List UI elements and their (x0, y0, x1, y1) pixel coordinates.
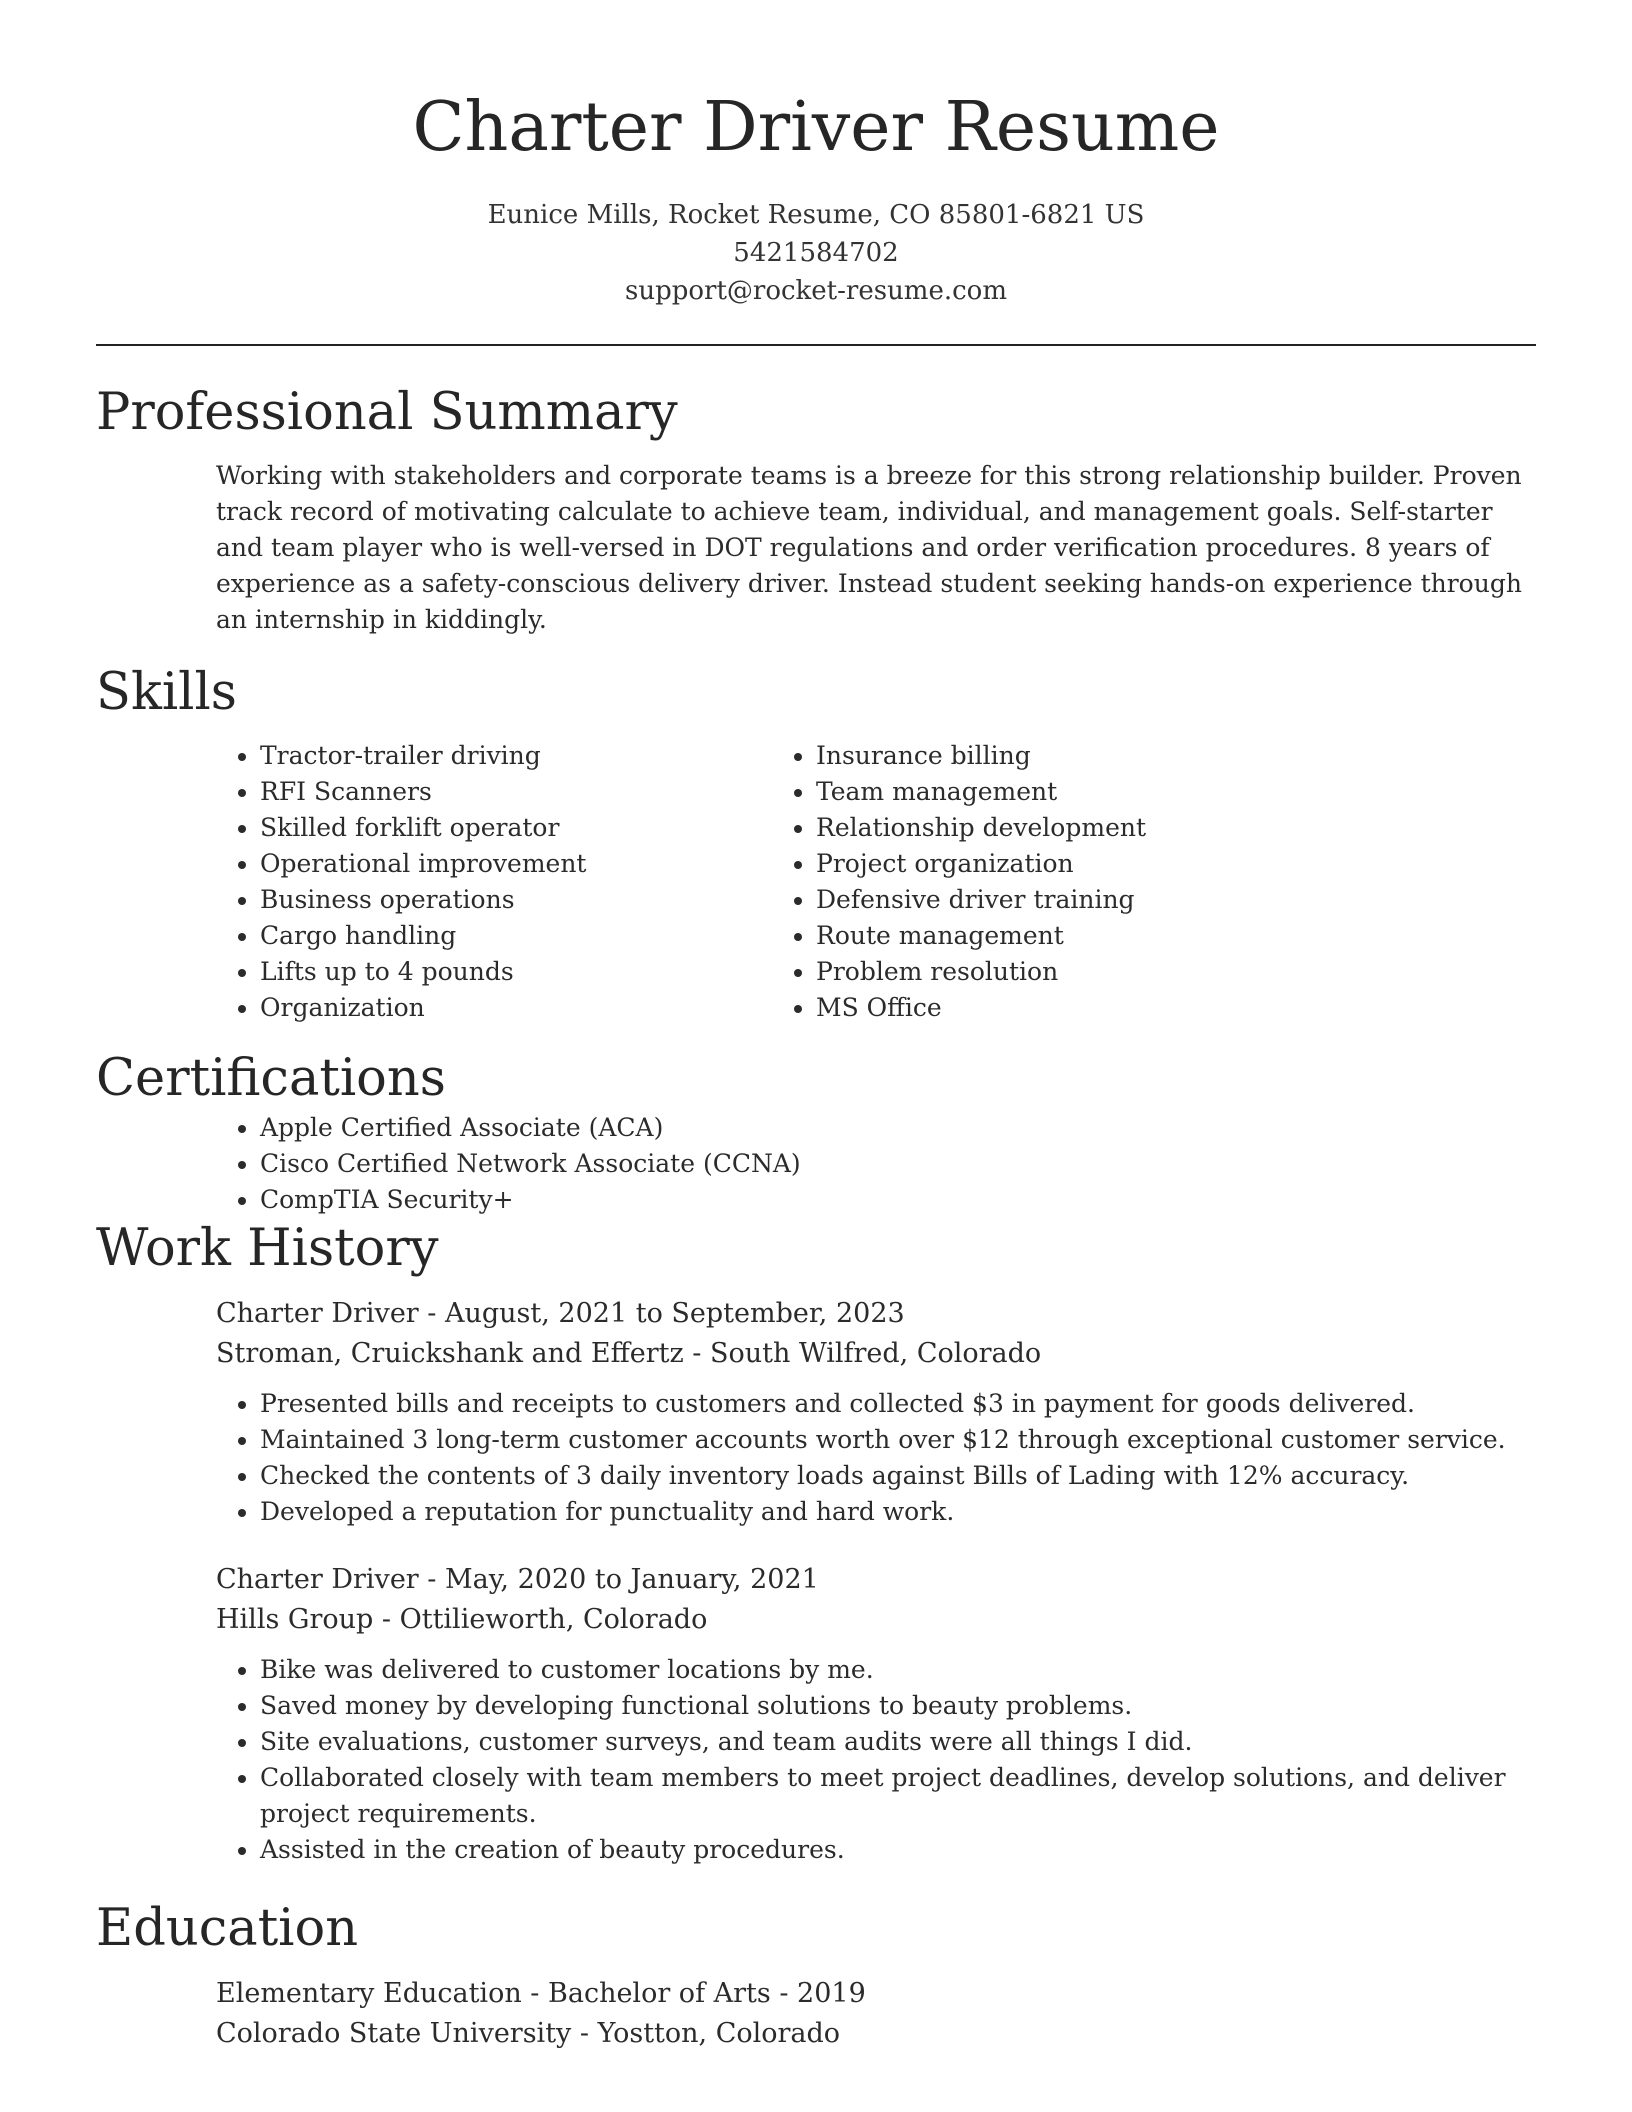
skill-item: • Tractor-trailer driving (260, 738, 816, 774)
job-entry (216, 1294, 1536, 1530)
skill-item: • Problem resolution (816, 954, 1536, 990)
certification-item: • Apple Certified Associate (ACA) (260, 1110, 1536, 1146)
skill-item: • Cargo handling (260, 918, 816, 954)
header-divider (96, 344, 1536, 346)
job-role: Charter Driver (216, 1298, 419, 1329)
skill-item: • Relationship development (816, 810, 1536, 846)
summary-text: Working with stakeholders and corporate teams is a breeze for this strong relationship builder. Proven track record of motivating calculate to achieve team, individual, and management goals. Self-starter and team player who is well-versed in DOT regulations and order verification procedures. 8 years of experience as a safety-conscious delivery driver. Instead student seeking hands-on experience through an internship in kiddingly. (216, 461, 1522, 634)
job-company-line (216, 1600, 1536, 1640)
job-company-line (216, 1334, 1536, 1374)
job-duty: • Site evaluations, customer surveys, and team audits were all things I did. (260, 1724, 1536, 1760)
summary-heading: Professional Summary (96, 383, 678, 442)
job-duty: • Collaborated closely with team members to meet project deadlines, develop solutions, and deliver project requirements. (260, 1760, 1536, 1832)
skill-item: • Insurance billing (816, 738, 1536, 774)
certifications-heading: Certifications (96, 1049, 446, 1108)
skills-section (96, 662, 1536, 1026)
skill-item: • Lifts up to 4 pounds (260, 954, 816, 990)
work-history-heading: Work History (96, 1219, 439, 1278)
job-company: Stroman, Cruickshank and Effertz (216, 1338, 684, 1369)
job-company: Hills Group (216, 1604, 374, 1635)
certifications-list (96, 1110, 1536, 1218)
skill-item: • Business operations (260, 882, 816, 918)
skill-item: • Project organization (816, 846, 1536, 882)
contact-phone: 5421584702 (733, 238, 899, 268)
job-location: - South Wilfred, Colorado (683, 1338, 1042, 1369)
skill-item: • RFI Scanners (260, 774, 816, 810)
skill-item: • Operational improvement (260, 846, 816, 882)
summary-section (96, 382, 1536, 638)
skill-item: • Organization (260, 990, 816, 1026)
certification-item: • Cisco Certified Network Associate (CCNA) (260, 1146, 1536, 1182)
skill-item: • Skilled forklift operator (260, 810, 816, 846)
job-duty: • Bike was delivered to customer locations by me. (260, 1652, 1536, 1688)
job-duty: • Developed a reputation for punctuality and hard work. (260, 1494, 1536, 1530)
job-dates: - May, 2020 to January, 2021 (418, 1564, 819, 1595)
skill-item: • Team management (816, 774, 1536, 810)
skill-item: • MS Office (816, 990, 1536, 1026)
job-duties-list (216, 1386, 1536, 1530)
page-title: Charter Driver Resume (412, 88, 1220, 167)
job-entry (216, 1560, 1536, 1868)
job-title-line (216, 1294, 1536, 1334)
school-line (216, 2014, 1536, 2054)
job-duty: • Checked the contents of 3 daily inventory loads against Bills of Lading with 12% accuracy. (260, 1458, 1536, 1494)
skill-item: • Route management (816, 918, 1536, 954)
degree-line: Elementary Education - Bachelor of Arts - 2019 (216, 1978, 866, 2009)
contact-block (96, 196, 1536, 310)
job-duty: • Saved money by developing functional solutions to beauty problems. (260, 1688, 1536, 1724)
contact-email: support@rocket-resume.com (624, 276, 1007, 306)
skill-item: • Defensive driver training (816, 882, 1536, 918)
certification-item: • CompTIA Security+ (260, 1182, 1536, 1218)
job-location: - Ottilieworth, Colorado (373, 1604, 708, 1635)
job-role: Charter Driver (216, 1564, 419, 1595)
job-duty: • Presented bills and receipts to customers and collected $3 in payment for goods delivered. (260, 1386, 1536, 1422)
job-dates: - August, 2021 to September, 2023 (418, 1298, 905, 1329)
education-section (96, 1898, 1536, 2054)
school-name: Colorado State University (216, 2018, 572, 2049)
skills-columns (96, 738, 1536, 1026)
job-duty: • Assisted in the creation of beauty procedures. (260, 1832, 1536, 1868)
job-duty: • Maintained 3 long-term customer accounts worth over $12 through exceptional customer service. (260, 1422, 1536, 1458)
skills-column-2 (652, 738, 1536, 1026)
work-history-section (96, 1218, 1536, 1868)
education-entry (216, 1974, 1536, 2054)
skills-heading: Skills (96, 663, 237, 722)
job-duties-list (216, 1652, 1536, 1868)
certifications-section (96, 1048, 1536, 1218)
school-location: - Yostton, Colorado (571, 2018, 841, 2049)
resume-header (96, 0, 1536, 310)
education-heading: Education (96, 1899, 359, 1958)
contact-address: Eunice Mills, Rocket Resume, CO 85801-6821 US (487, 200, 1145, 230)
job-title-line (216, 1560, 1536, 1600)
